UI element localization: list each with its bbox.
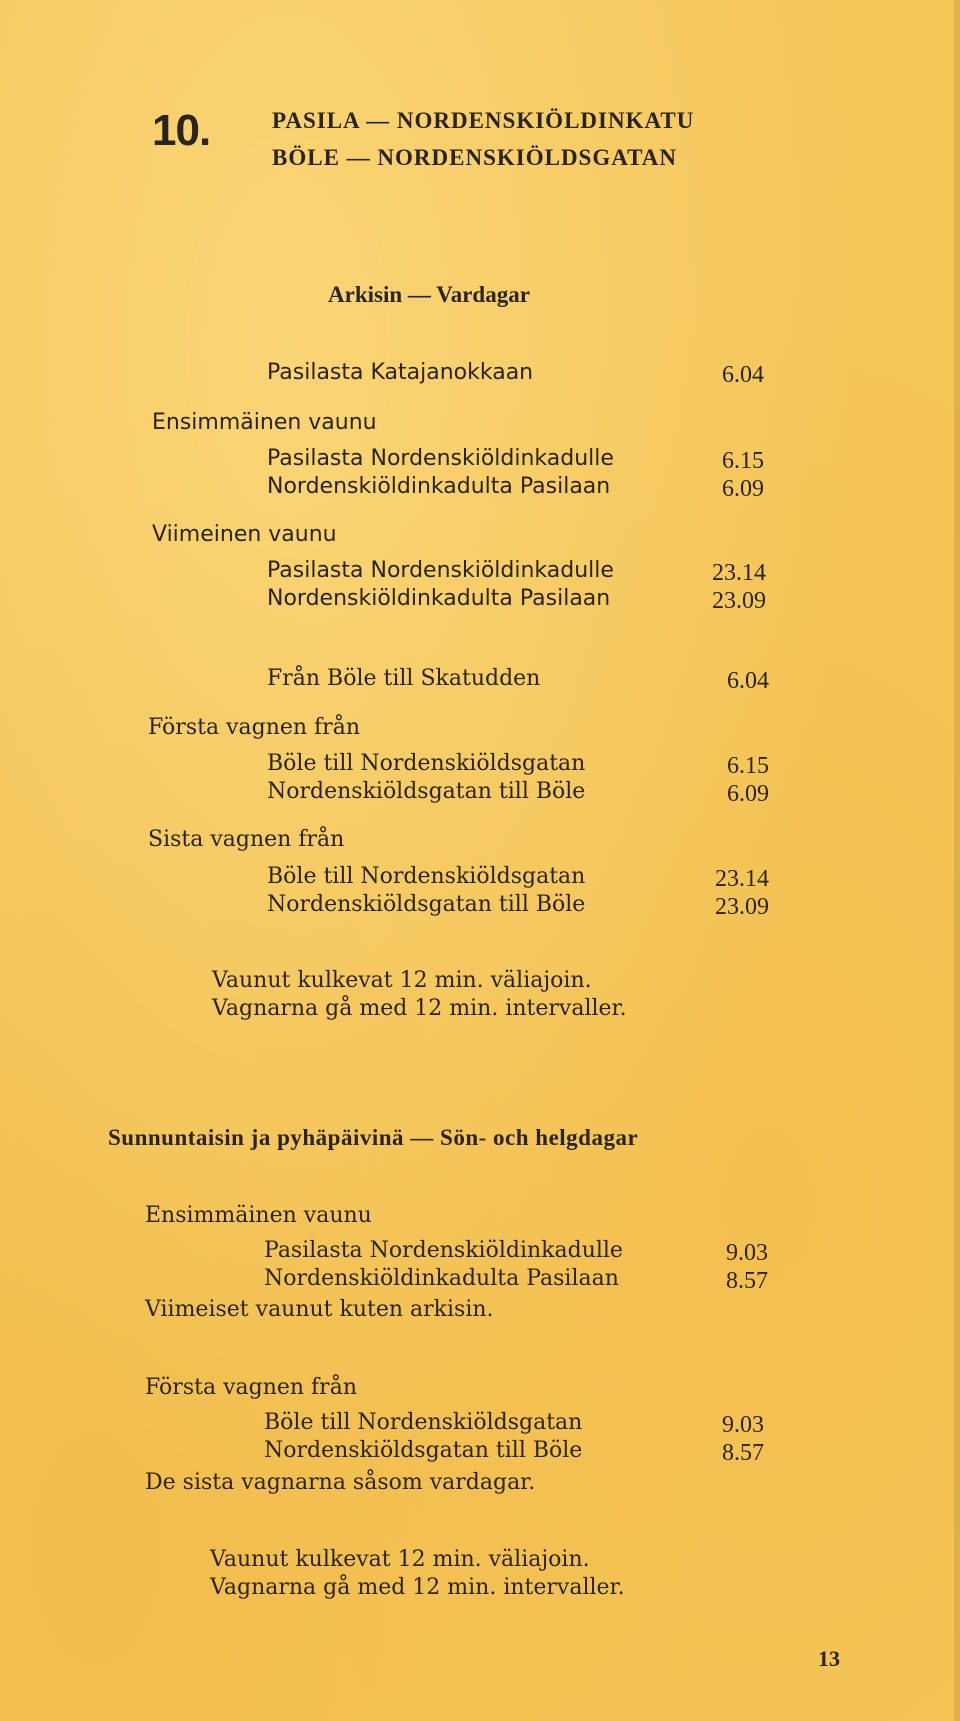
sv-first-row-2-label: Nordenskiöldsgatan till Böle <box>267 779 586 804</box>
sun-fi-first-row-2-time: 8.57 <box>726 1268 768 1294</box>
fi-first-row-2-time: 6.09 <box>722 476 764 502</box>
sun-sv-first-row-2-time: 8.57 <box>722 1440 764 1466</box>
fi-first-row-1-time: 6.15 <box>722 448 764 474</box>
weekday-interval-note-fi: Vaunut kulkevat 12 min. väliajoin. <box>212 968 592 993</box>
first-route-time: 6.04 <box>722 362 764 388</box>
sv-route-time: 6.04 <box>727 668 769 694</box>
sun-fi-first-row-2-label: Nordenskiöldinkadulta Pasilaan <box>264 1266 619 1291</box>
sv-route-label: Från Böle till Skatudden <box>267 666 541 691</box>
sv-first-car-label: Första vagnen från <box>148 715 360 740</box>
sun-sv-first-row-1-time: 9.03 <box>722 1412 764 1438</box>
fi-last-row-2-label: Nordenskiöldinkadulta Pasilaan <box>267 586 611 611</box>
fi-last-row-2-time: 23.09 <box>712 588 766 614</box>
sun-fi-first-row-1-time: 9.03 <box>726 1240 768 1266</box>
sv-last-row-1-label: Böle till Nordenskiöldsgatan <box>267 864 586 889</box>
sun-sv-first-row-2-label: Nordenskiöldsgatan till Böle <box>264 1438 583 1463</box>
sv-first-row-1-time: 6.15 <box>727 753 769 779</box>
sun-sv-first-car-label: Första vagnen från <box>145 1375 357 1400</box>
route-title-sv: BÖLE — NORDENSKIÖLDSGATAN <box>272 145 677 170</box>
fi-last-row-1-time: 23.14 <box>712 560 766 586</box>
fi-first-car-label: Ensimmäinen vaunu <box>152 410 377 435</box>
sun-sv-first-row-1-label: Böle till Nordenskiöldsgatan <box>264 1410 583 1435</box>
first-route-label: Pasilasta Katajanokkaan <box>267 360 534 385</box>
route-title-fi: PASILA — NORDENSKIÖLDINKATU <box>272 108 695 133</box>
sv-first-row-2-time: 6.09 <box>727 781 769 807</box>
sun-fi-last-note: Viimeiset vaunut kuten arkisin. <box>145 1297 494 1322</box>
page-number: 13 <box>818 1646 840 1671</box>
sunday-interval-note-fi: Vaunut kulkevat 12 min. väliajoin. <box>210 1547 590 1572</box>
weekday-heading: Arkisin — Vardagar <box>328 282 530 307</box>
fi-first-row-1-label: Pasilasta Nordenskiöldinkadulle <box>267 446 614 471</box>
sun-sv-last-note: De sista vagnarna såsom vardagar. <box>145 1470 536 1495</box>
fi-last-car-label: Viimeinen vaunu <box>152 522 337 547</box>
sunday-heading: Sunnuntaisin ja pyhäpäivinä — Sön- och helgdagar <box>108 1125 639 1150</box>
sun-fi-first-row-1-label: Pasilasta Nordenskiöldinkadulle <box>264 1238 623 1263</box>
sunday-interval-note-sv: Vagnarna gå med 12 min. intervaller. <box>210 1575 625 1600</box>
weekday-interval-note-sv: Vagnarna gå med 12 min. intervaller. <box>212 996 627 1021</box>
fi-first-row-2-label: Nordenskiöldinkadulta Pasilaan <box>267 474 611 499</box>
fi-last-row-1-label: Pasilasta Nordenskiöldinkadulle <box>267 558 614 583</box>
sun-fi-first-car-label: Ensimmäinen vaunu <box>145 1203 372 1228</box>
sv-last-row-1-time: 23.14 <box>715 866 769 892</box>
sv-last-car-label: Sista vagnen från <box>148 827 345 852</box>
page-edge <box>954 0 960 1721</box>
sv-first-row-1-label: Böle till Nordenskiöldsgatan <box>267 751 586 776</box>
sv-last-row-2-time: 23.09 <box>715 894 769 920</box>
route-number: 10. <box>152 106 211 155</box>
sv-last-row-2-label: Nordenskiöldsgatan till Böle <box>267 892 586 917</box>
